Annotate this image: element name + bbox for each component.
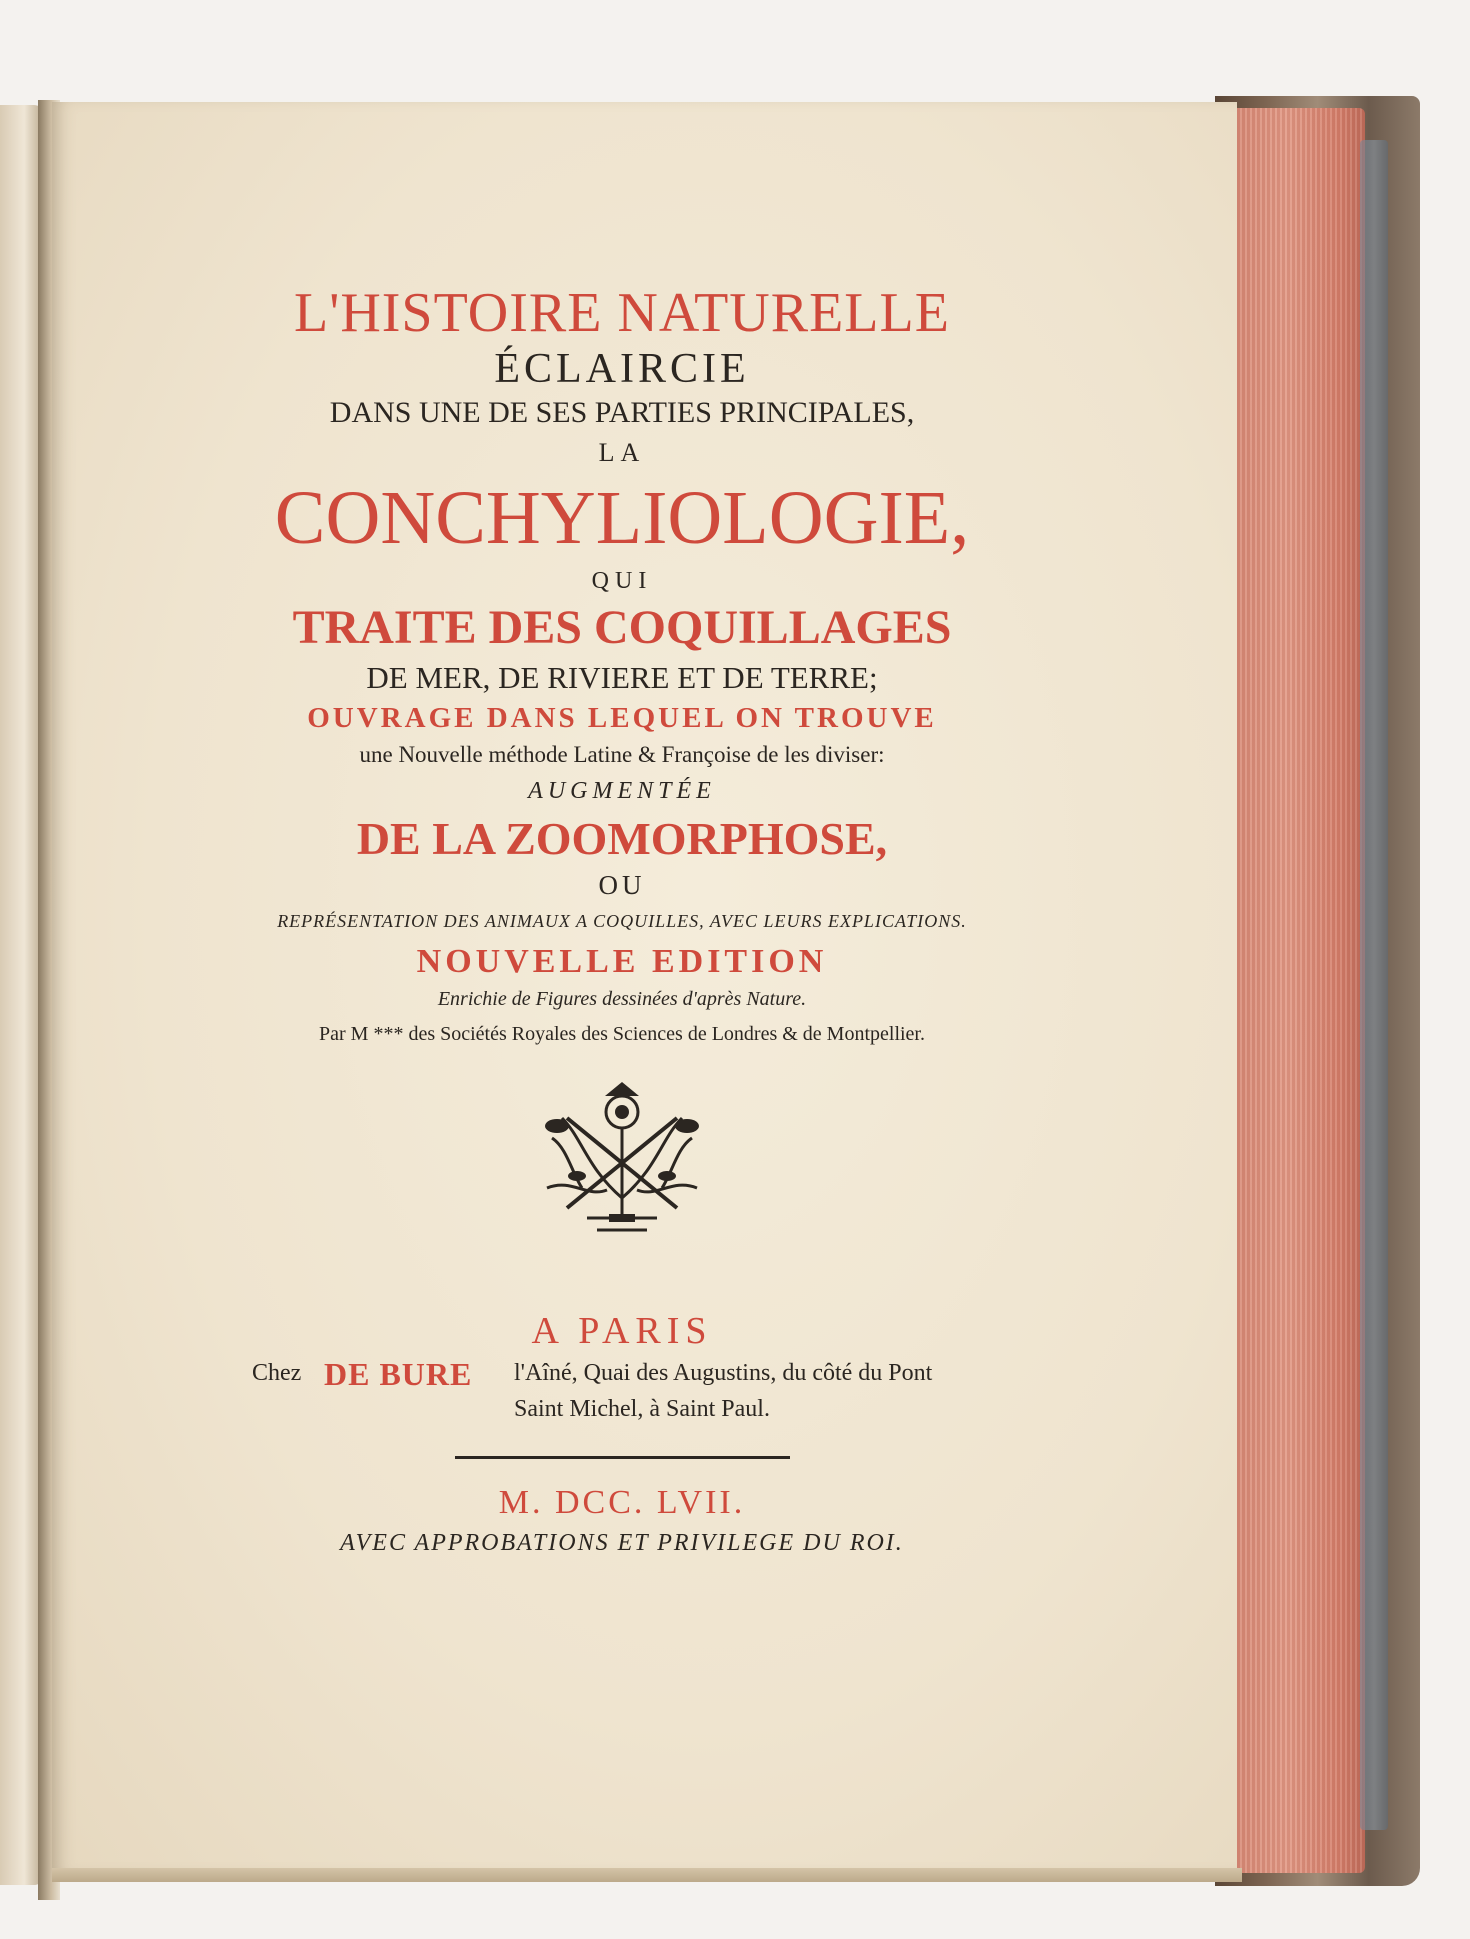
printers-device-ornament-icon <box>527 1078 717 1248</box>
title-line-nouvelle-edition: NOUVELLE EDITION <box>416 943 828 980</box>
title-line-ou: OU <box>598 870 646 900</box>
title-line-ouvrage: OUVRAGE DANS LEQUEL ON TROUVE <box>307 702 937 734</box>
title-page-text <box>102 280 1142 1561</box>
imprint-date: M. DCC. LVII. <box>498 1484 746 1521</box>
title-line-traite: TRAITE DES COQUILLAGES <box>292 601 952 654</box>
title-line-qui: QUI <box>591 568 653 594</box>
marbled-board <box>1360 140 1388 1830</box>
imprint-address-line2: Saint Michel, à Saint Paul. <box>514 1396 770 1422</box>
title-line-histoire: L'HISTOIRE NATURELLE <box>294 282 950 344</box>
title-line-methode: une Nouvelle méthode Latine & Françoise de les diviser: <box>359 742 885 767</box>
imprint-privilege: AVEC APPROBATIONS ET PRIVILEGE DU ROI. <box>340 1530 904 1556</box>
title-line-augmentee: AUGMENTÉE <box>528 778 716 804</box>
imprint-city: A PARIS <box>531 1310 713 1352</box>
title-line-conchyliologie: CONCHYLIOLOGIE, <box>274 476 970 560</box>
imprint-address-line1: l'Aîné, Quai des Augustins, du côté du Pont <box>514 1360 933 1386</box>
imprint-publisher: DE BURE <box>324 1356 473 1392</box>
title-line-zoomorphose: DE LA ZOOMORPHOSE, <box>356 813 888 864</box>
title-line-representation: REPRÉSENTATION DES ANIMAUX A COQUILLES, AVEC LEURS EXPLICATIONS. <box>277 911 967 931</box>
imprint-rule <box>455 1456 790 1459</box>
title-line-la: LA <box>598 438 646 467</box>
title-line-parties: DANS UNE DE SES PARTIES PRINCIPALES, <box>329 396 915 429</box>
title-line-de-mer: DE MER, DE RIVIERE ET DE TERRE; <box>366 660 878 695</box>
imprint-block <box>202 1354 1042 1444</box>
page-bottom-edge <box>52 1868 1242 1882</box>
title-line-author: Par M *** des Sociétés Royales des Sciences de Londres & de Montpellier. <box>319 1023 925 1045</box>
red-fore-edge <box>1235 108 1365 1873</box>
title-line-eclaircie: ÉCLAIRCIE <box>494 346 750 392</box>
imprint-chez: Chez <box>252 1360 302 1386</box>
title-line-enrichie: Enrichie de Figures dessinées d'après Nature. <box>437 988 807 1010</box>
